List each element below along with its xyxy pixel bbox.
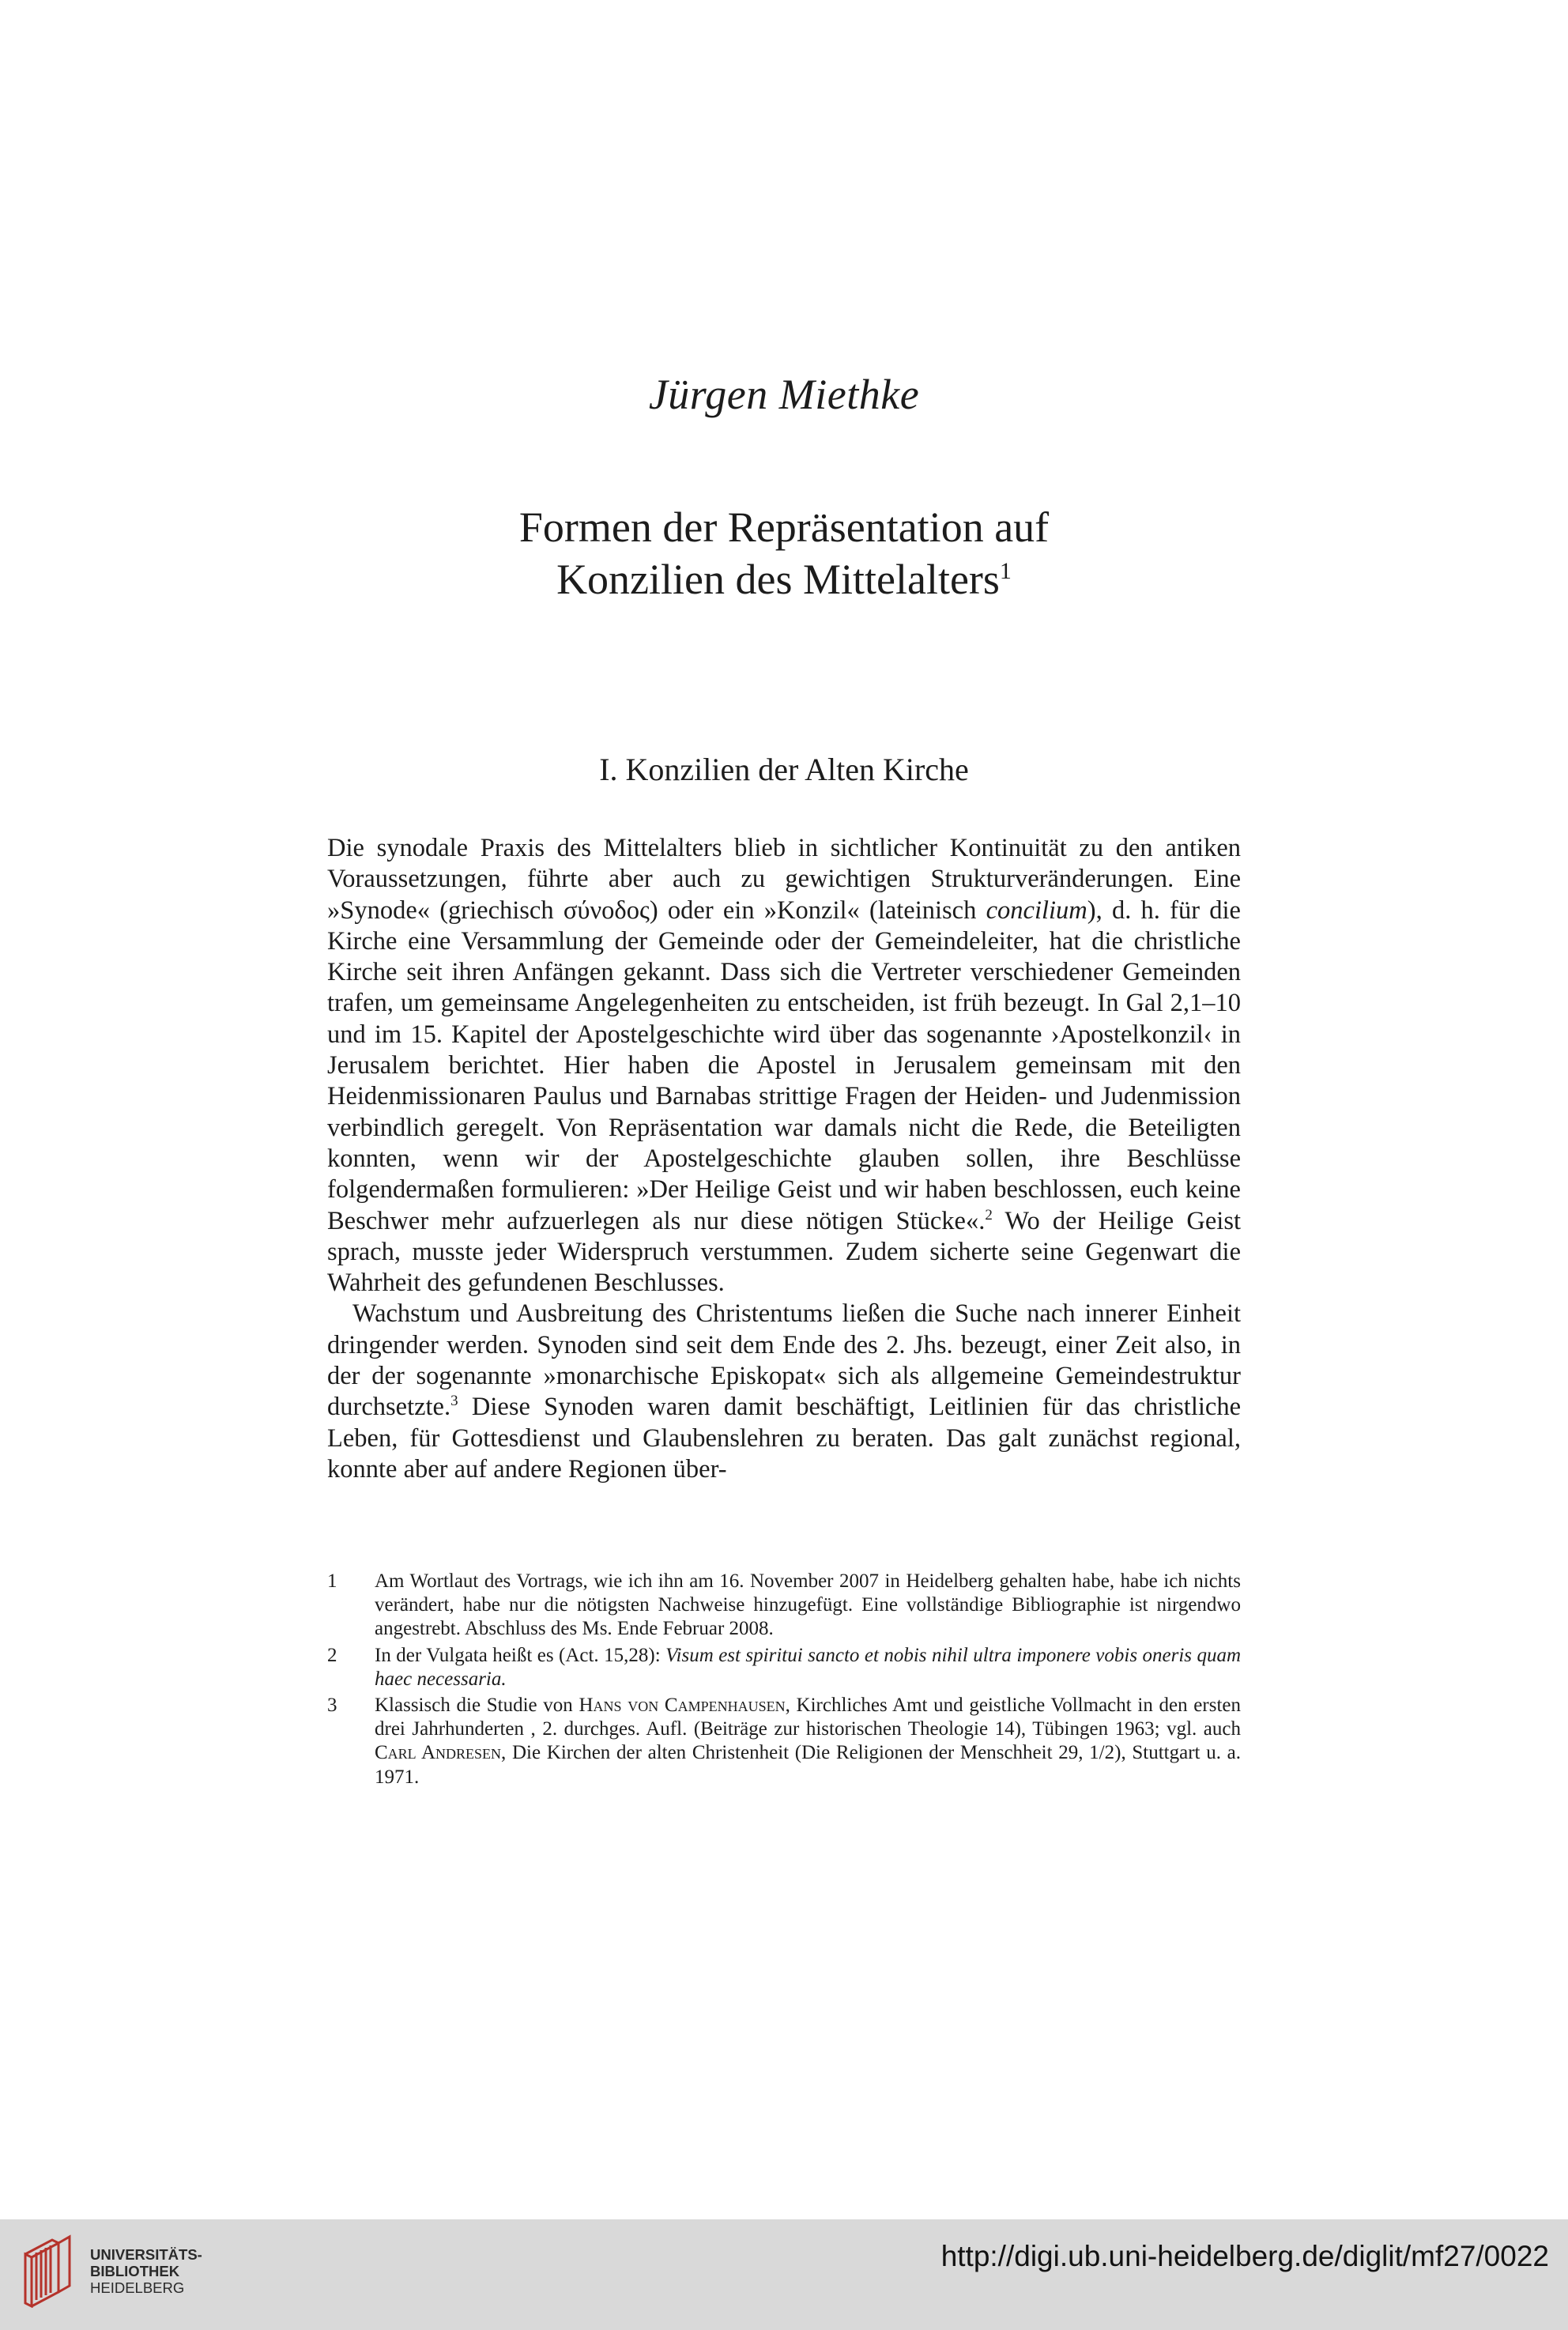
library-name-line-1: UNIVERSITÄTS- <box>90 2246 202 2263</box>
footer-bar <box>0 2219 1568 2330</box>
library-name-line-3: HEIDELBERG <box>90 2279 185 2296</box>
title-line-2 <box>0 553 1568 605</box>
library-logo-icon <box>21 2230 76 2308</box>
latin-term: concilium <box>986 895 1087 925</box>
section-heading: I. Konzilien der Alten Kirche <box>599 752 969 787</box>
footnote-ref-2: 2 <box>985 1206 993 1223</box>
footnote-text: Am Wortlaut des Vortrags, wie ich ihn am 16. November 2007 in Heidelberg gehalten habe, habe ich nichts verändert, habe nur die nötigsten Nachweise hinzugefügt. Eine vollständige Bibliographie ist nirgendwo angestrebt. Abschluss des Ms. Ende Februar 2008. <box>375 1570 1241 1640</box>
paragraph-1-part-c: ), d. h. für die Kirche eine Versammlung der Gemeinde oder der Gemeindeleiter, hat die christliche Kirche seit ihren Anfängen gekannt. Dass sich die Vertreter verschiedener Gemeinden trafen, um gemeinsame Angelegenheiten zu entscheiden, ist früh bezeugt. In Gal 2,1–10 und im 15. Kapitel der Apostelgeschichte wird über das sogenannte ›Apostelkonzil‹ in Jerusalem berichtet. Hier haben die Apostel in Jerusalem gemeinsam mit den Heidenmissionaren Paulus und Barnabas strittige Fragen der Heiden- und Judenmission verbindlich geregelt. Von Repräsentation war damals nicht die Rede, die Beteiligten konnten, wenn wir der Apostelgeschichte glauben sollen, ihre Beschlüsse folgendermaßen formulieren: »Der Heilige Geist und wir haben beschlossen, euch keine Beschwer mehr aufzuerlegen als nur diese nötigen Stücke«. <box>327 895 1241 1235</box>
footnote-number: 1 <box>327 1570 337 1592</box>
footnote-text: , Die Kirchen der alten Christenheit (Die Religionen der Menschheit 29, 1/2), Stuttgart u. a. 1971. <box>375 1742 1241 1788</box>
footnote-quote: Visum est spiritui sancto et nobis nihil ultra imponere vobis oneris quam haec necessaria. <box>375 1644 1242 1690</box>
title-footnote-ref: 1 <box>999 558 1012 584</box>
source-url[interactable]: http://digi.ub.uni-heidelberg.de/diglit/mf27/0022 <box>940 2240 1549 2272</box>
body-text <box>327 833 1241 1485</box>
paragraph-1 <box>327 833 1241 1299</box>
footnote-number: 3 <box>327 1695 337 1717</box>
paragraph-2-part-b: Diese Synoden waren damit beschäftigt, Leitlinien für das christliche Leben, für Gottesdienst und Glaubenslehren zu beraten. Das galt zunächst regional, konnte aber auf andere Regionen über- <box>327 1393 1241 1484</box>
title-line-1: Formen der Repräsentation auf <box>518 503 1050 551</box>
paragraph-1-part-a: Die synodale Praxis des Mittelalters blieb in sichtlicher Kontinuität zu den antiken Voraussetzungen, führte aber auch zu gewichtigen Strukturveränderungen. Eine »Synode« (griechisch <box>327 834 1241 925</box>
paragraph-2-part-a: Wachstum und Ausbreitung des Christentums ließen die Suche nach innerer Einheit dringender werden. Synoden sind seit dem Ende des 2. Jhs. bezeugt, einer Zeit also, in der der sogenannte »monarchische Episkopat« sich als allgemeine Gemeindestruktur durchsetzte. <box>327 1299 1241 1422</box>
library-name <box>90 2246 202 2296</box>
footnote-1 <box>327 1570 1241 1642</box>
paragraph-1-part-d: Wo der Heilige Geist sprach, musste jeder Widerspruch verstummen. Zudem sicherte seine Gegenwart die Wahrheit des gefundenen Beschlusses. <box>327 1206 1241 1298</box>
greek-term: σύνοδος <box>563 895 650 925</box>
footnotes <box>327 1570 1241 1792</box>
footnote-2 <box>327 1644 1241 1691</box>
library-name-line-2: BIBLIOTHEK <box>90 2263 180 2279</box>
footnote-number: 2 <box>327 1644 337 1666</box>
footnote-3 <box>327 1694 1241 1789</box>
footnote-text: In der Vulgata heißt es (Act. 15,28): <box>375 1644 666 1666</box>
cited-author: Carl Andresen <box>375 1742 502 1764</box>
title-line-2-text: Konzilien des Mittelalters <box>556 556 1000 603</box>
footnote-text: , Kirchliches Amt und geistliche Vollmacht in den ersten drei Jahrhunderten , 2. durchges. Aufl. (Beiträge zur historischen Theologie 14), Tübingen 1963; vgl. auch <box>375 1695 1241 1740</box>
paragraph-2 <box>327 1299 1241 1485</box>
footnote-text: Klassisch die Studie von <box>375 1695 579 1717</box>
footnote-ref-3: 3 <box>450 1393 458 1410</box>
article-title <box>0 501 1568 605</box>
author-name: Jürgen Miethke <box>648 371 920 418</box>
paragraph-1-part-b: ) oder ein »Konzil« (lateinisch <box>649 895 986 925</box>
cited-author: Hans von Campenhausen <box>579 1695 786 1717</box>
